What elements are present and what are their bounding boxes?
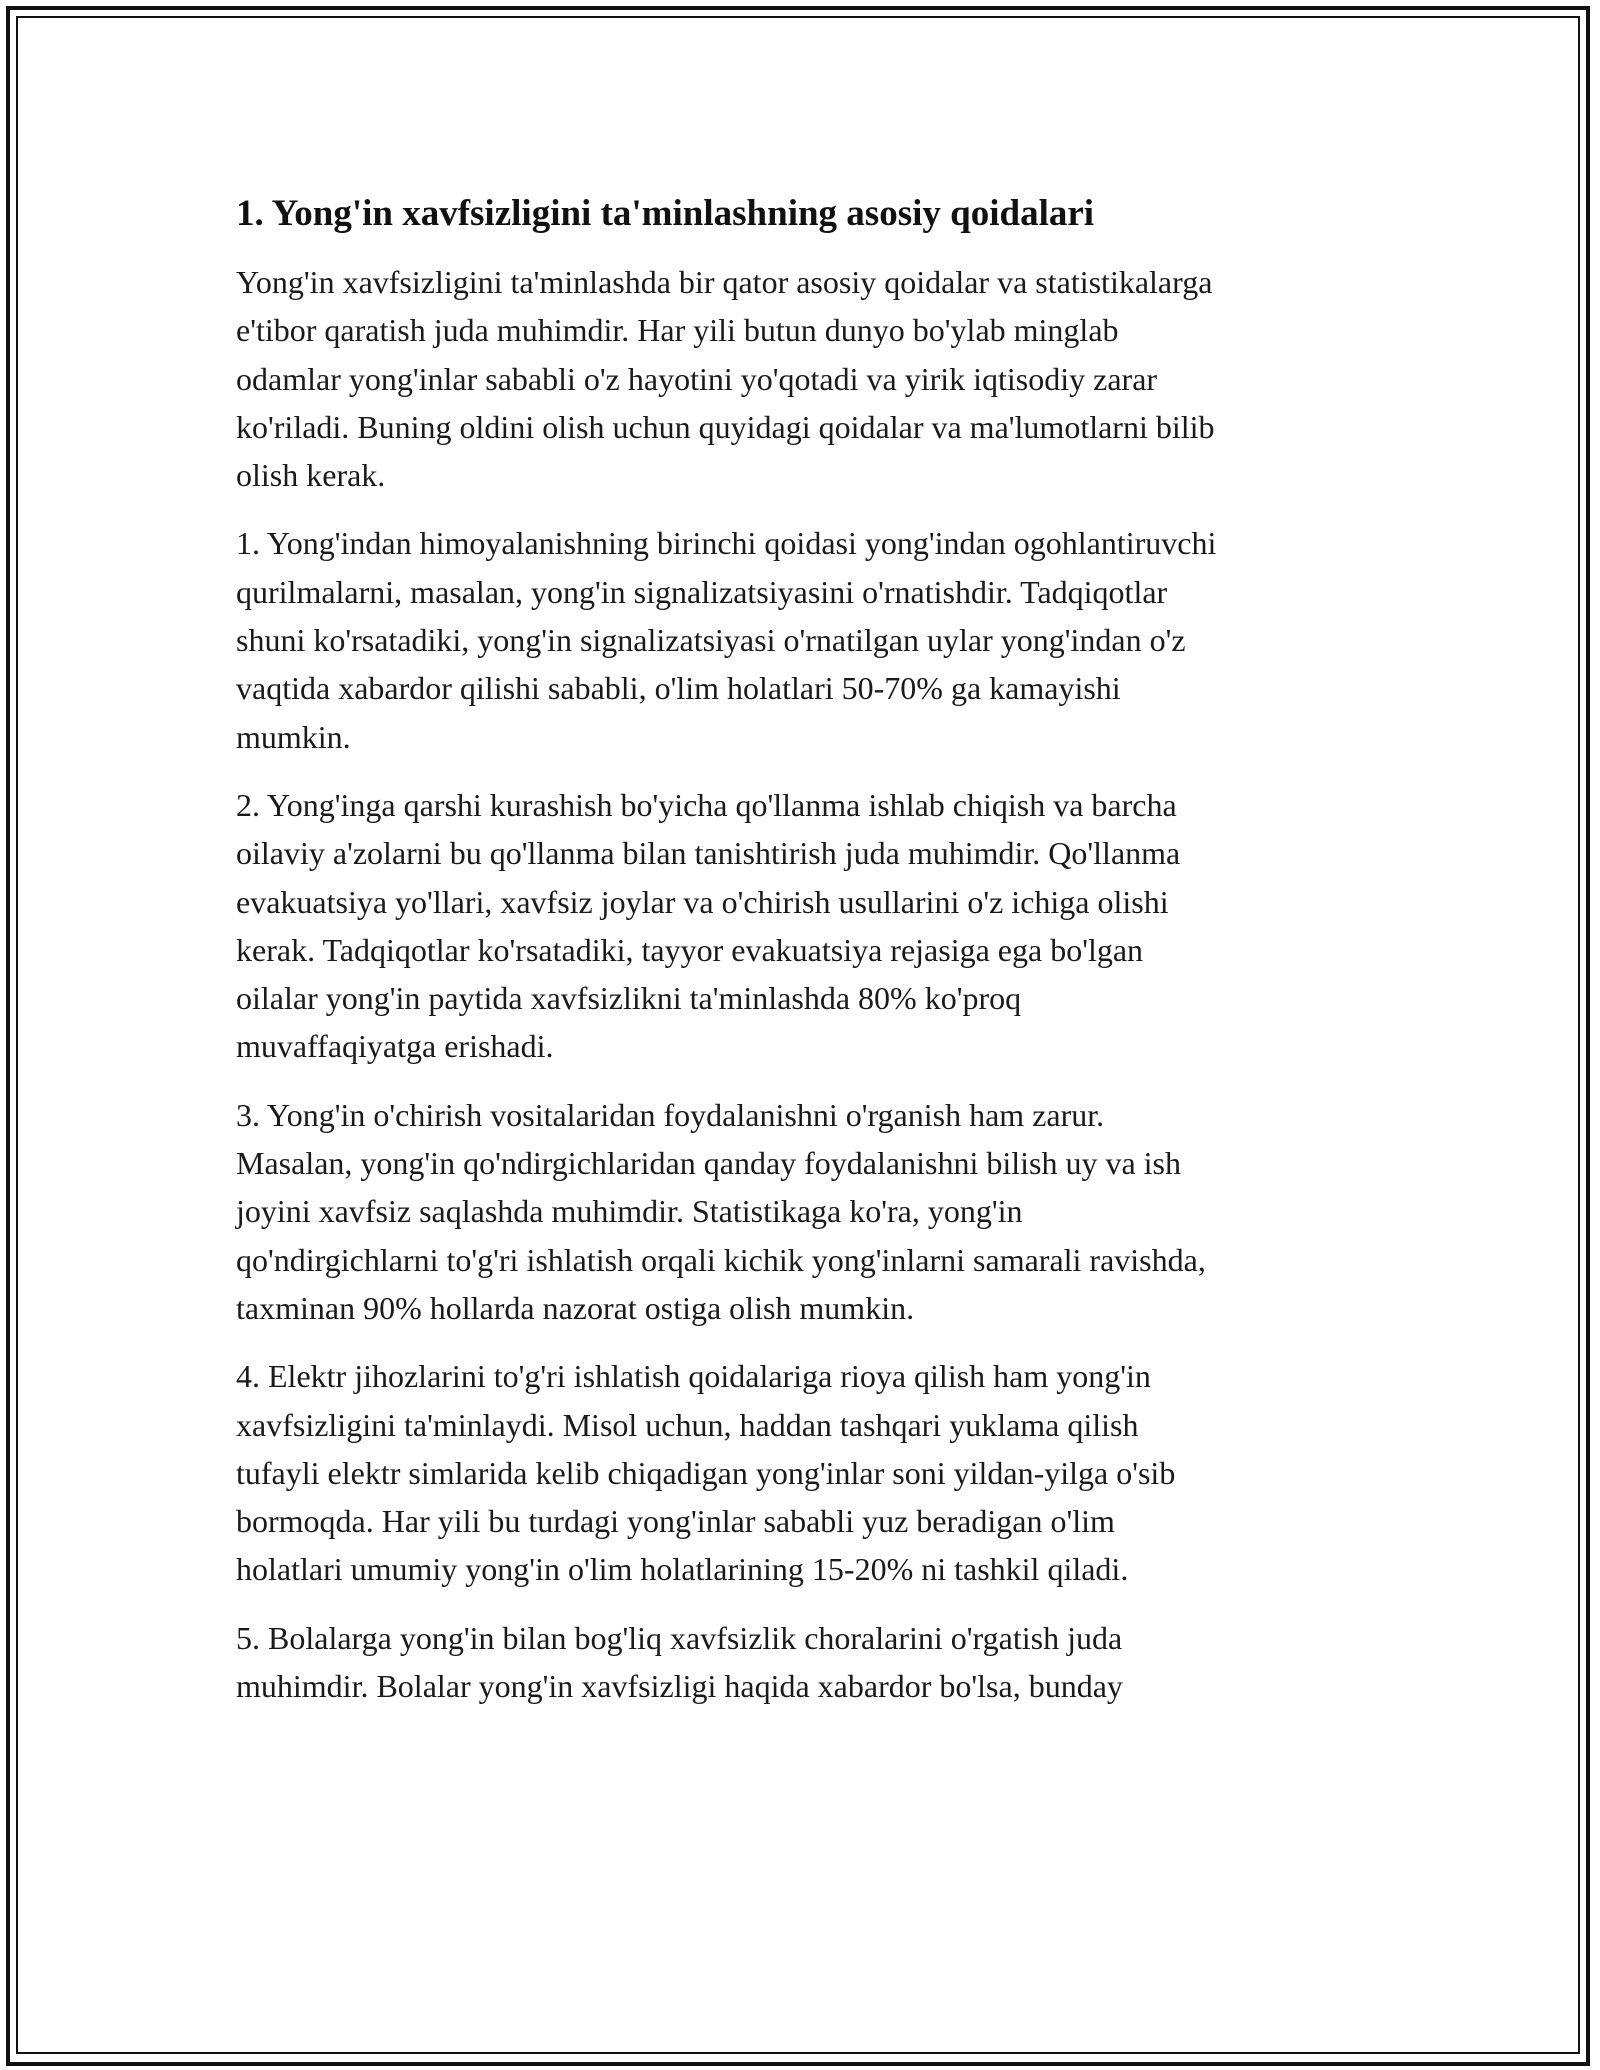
- section-heading: 1. Yong'in xavfsizligini ta'minlashning asosiy qoidalari: [236, 193, 1095, 234]
- rule-paragraph-2: 2. Yong'inga qarshi kurashish bo'yicha qo'llanma ishlab chiqish va barcha oilaviy a'zolarni bu qo'llanma bilan tanishtirish juda muhimdir. Qo'llanma evakuatsiya yo'llari, xavfsiz joylar va o'chirish usullarini o'z ichiga olishi kerak. Tadqiqotlar ko'rsatadiki, tayyor evakuatsiya rejasiga ega bo'lgan oilalar yong'in paytida xavfsizlikni ta'minlashda 80% ko'proq muvaffaqiyatga erishadi.: [236, 786, 1181, 1065]
- rule-paragraph-1: 1. Yong'indan himoyalanishning birinchi qoidasi yong'indan ogohlantiruvchi qurilmalarni, masalan, yong'in signalizatsiyasini o'rnatishdir. Tadqiqotlar shuni ko'rsatadiki, yong'in signalizatsiyasi o'rnatilgan uylar yong'indan o'z vaqtida xabardor qilishi sababli, o'lim holatlari 50-70% ga kamayishi mumkin.: [236, 525, 1217, 755]
- rule-paragraph-5: 5. Bolalarga yong'in bilan bog'liq xavfsizlik choralarini o'rgatish juda muhimdir. Bolalar yong'in xavfsizligi haqida xabardor bo'lsa, bunday: [236, 1619, 1123, 1705]
- rule-paragraph-3: 3. Yong'in o'chirish vositalaridan foydalanishni o'rganish ham zarur. Masalan, yong'in qo'ndirgichlaridan qanday foydalanishni bilish uy va ish joyini xavfsiz saqlashda muhimdir. Statistikaga ko'ra, yong'in qo'ndirgichlarni to'g'ri ishlatish orqali kichik yong'inlarni samarali ravishda, taxminan 90% hollarda nazorat ostiga olish mumkin.: [236, 1096, 1206, 1326]
- rule-paragraph-4: 4. Elektr jihozlarini to'g'ri ishlatish qoidalariga rioya qilish ham yong'in xavfsizligini ta'minlaydi. Misol uchun, haddan tashqari yuklama qilish tufayli elektr simlarida kelib chiqadigan yong'inlar soni yildan-yilga o'sib bormoqda. Har yili bu turdagi yong'inlar sababli yuz beradigan o'lim holatlari umumiy yong'in o'lim holatlarining 15-20% ni tashkil qiladi.: [236, 1358, 1176, 1588]
- document-body: [236, 190, 1376, 1710]
- intro-paragraph: Yong'in xavfsizligini ta'minlashda bir qator asosiy qoidalar va statistikalarga e'tibor qaratish juda muhimdir. Har yili butun dunyo bo'ylab minglab odamlar yong'inlar sababli o'z hayotini yo'qotadi va yirik iqtisodiy zarar ko'riladi. Buning oldini olish uchun quyidagi qoidalar va ma'lumotlarni bilib olish kerak.: [236, 264, 1215, 494]
